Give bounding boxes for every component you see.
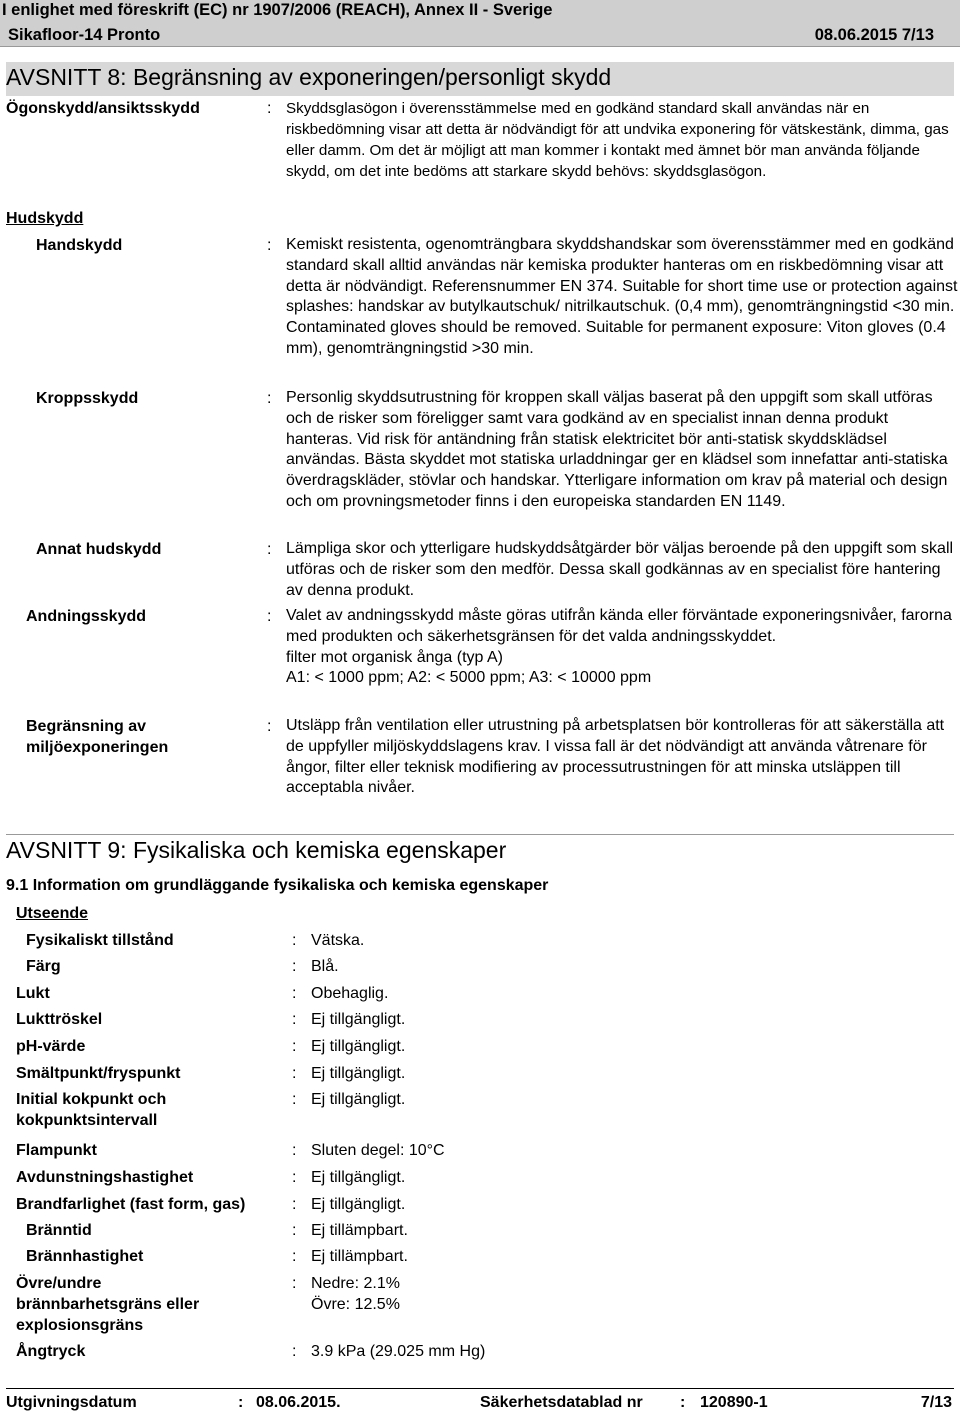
property-label-line: Avdunstningshastighet [16, 1169, 194, 1186]
property-label-line: Flampunkt [16, 1142, 97, 1159]
property-label-line: Bränntid [26, 1222, 92, 1239]
respiratory-protection-label: Andningsskydd [26, 608, 147, 625]
footer-divider [6, 1388, 954, 1389]
section-8-title: AVSNITT 8: Begränsning av exponeringen/personligt skydd [6, 62, 954, 96]
env-label-line1: Begränsning av [26, 718, 147, 735]
hand-protection-label: Handskydd [36, 237, 123, 254]
property-label-line: Färg [26, 958, 61, 975]
colon: : [680, 1394, 686, 1411]
appearance-heading: Utseende [16, 905, 89, 922]
property-value [311, 1341, 485, 1383]
colon: : [292, 985, 297, 1002]
issue-date-label: Utgivningsdatum [6, 1394, 137, 1411]
property-value-line: Ej tillgängligt. [311, 1169, 406, 1186]
sds-number-value: 120890-1 [700, 1394, 768, 1411]
body-protection-label: Kroppsskydd [36, 390, 139, 407]
property-value-line: Ej tillgängligt. [311, 1011, 406, 1028]
property-value-line: Nedre: 2.1% [311, 1275, 400, 1292]
property-value-line: Blå. [311, 958, 339, 975]
colon: : [292, 1065, 297, 1082]
colon: : [267, 541, 272, 558]
property-value-line: Ej tillämpbart. [311, 1248, 408, 1265]
property-label-line: explosionsgräns [16, 1317, 144, 1334]
regulation-line: I enlighet med föreskrift (EC) nr 1907/2006 (REACH), Annex II - Sverige [2, 1, 553, 19]
property-value-line: 3.9 kPa (29.025 mm Hg) [311, 1343, 486, 1360]
body-protection-text: Personlig skyddsutrustning för kroppen skall väljas baserat på den uppgift som skall utföras och de risker som föreligger samt vara godkänd av en specialist innan denna produkt hanteras. Vid risk för antändning från statisk elektricitet bör anti-statisk skyddsklädsel användas. Bästa skyddet mot statiska urladdningar ger en klädsel som innefattar anti-statiska överdragskläder, stövlar och handskar. Ytterligare information om krav på material och design och om provningsmetoder finns i den europeiska standarden EN 1149. [286, 389, 948, 510]
respiratory-ppm: A1: < 1000 ppm; A2: < 5000 ppm; A3: < 10000 ppm [286, 669, 652, 687]
respiratory-text-main: Valet av andningsskydd måste göras utifrån kända eller förväntade exponeringsnivåer, farorna med produkten och säkerhetsgränsen för det valda andningsskyddet. [286, 607, 952, 645]
property-value-line: Ej tillgängligt. [311, 1065, 406, 1082]
property-value-line: Sluten degel: 10°C [311, 1142, 445, 1159]
respiratory-filter: filter mot organisk ånga (typ A) [286, 648, 503, 666]
property-label-line: pH-värde [16, 1038, 86, 1055]
env-label-line2: miljöexponeringen [26, 739, 169, 756]
property-label-line: Lukt [16, 985, 50, 1002]
colon: : [292, 1038, 297, 1055]
property-label-line: Initial kokpunkt och [16, 1091, 167, 1108]
property-value-line: Ej tillämpbart. [311, 1222, 408, 1239]
skin-protection-heading: Hudskydd [6, 210, 84, 227]
other-skin-protection-text: Lämpliga skor och ytterligare hudskyddsåtgärder bör väljas beroende på den uppgift som skall utföras och de risker som den medför. Dessa skall godkännas av en specialist före hantering av denna produkt. [286, 540, 954, 599]
property-value-line: Obehaglig. [311, 985, 389, 1002]
colon: : [292, 1196, 297, 1213]
property-label-line: Brandfarlighet (fast form, gas) [16, 1196, 246, 1213]
property-value [311, 1089, 405, 1131]
colon: : [267, 100, 272, 117]
property-label-line: Övre/undre [16, 1275, 102, 1292]
colon: : [292, 1222, 297, 1239]
other-skin-protection-label: Annat hudskydd [36, 541, 162, 558]
document-header [0, 0, 960, 47]
property-label-line: Brännhastighet [26, 1248, 144, 1265]
product-name: Sikafloor-14 Pronto [8, 26, 161, 44]
colon: : [292, 932, 297, 949]
environmental-exposure-label [26, 716, 168, 758]
property-label-line: Fysikaliskt tillstånd [26, 932, 174, 949]
colon: : [292, 1142, 297, 1159]
sds-number-label: Säkerhetsdatablad nr [480, 1394, 643, 1411]
property-value [311, 1273, 400, 1315]
property-label-line: Smältpunkt/fryspunkt [16, 1065, 181, 1082]
section-9-1-subtitle: 9.1 Information om grundläggande fysikaliska och kemiska egenskaper [6, 877, 549, 894]
property-label-line: Lukttröskel [16, 1011, 103, 1028]
property-label [16, 1273, 199, 1336]
colon: : [267, 718, 272, 735]
section-9-title: AVSNITT 9: Fysikaliska och kemiska egenskaper [6, 834, 954, 868]
colon: : [267, 237, 272, 254]
eye-protection-text: Skyddsglasögon i överensstämmelse med en godkänd standard skall användas när en riskbedömning visar att detta är nödvändigt för att undvika exponering för vätskestänk, dimma, gas eller damm. Om det är möjligt att man kommer i kontakt med ämnet bör man använda följande skydd, om det inte bedöms att starkare skydd behövs: skyddsglasögon. [286, 100, 949, 180]
property-label-line: Ångtryck [16, 1343, 86, 1360]
date-page: 08.06.2015 7/13 [814, 26, 934, 44]
property-value-line: Ej tillgängligt. [311, 1038, 406, 1055]
colon: : [267, 390, 272, 407]
property-value-line: Ej tillgängligt. [311, 1196, 406, 1213]
colon: : [292, 1343, 297, 1360]
colon: : [238, 1394, 244, 1411]
property-value-line: Vätska. [311, 932, 365, 949]
property-label-line: kokpunktsintervall [16, 1112, 158, 1129]
colon: : [292, 1091, 297, 1108]
respiratory-protection-text [286, 606, 958, 689]
colon: : [267, 608, 272, 625]
colon: : [292, 1169, 297, 1186]
colon: : [292, 1011, 297, 1028]
property-label-line: brännbarhetsgräns eller [16, 1296, 200, 1313]
page-number: 7/13 [920, 1394, 952, 1411]
colon: : [292, 1248, 297, 1265]
colon: : [292, 958, 297, 975]
property-value-line: Ej tillgängligt. [311, 1091, 406, 1108]
environmental-exposure-text: Utsläpp från ventilation eller utrustning på arbetsplatsen bör kontrolleras för att säkerställa att de uppfyller miljöskyddslagens krav. I vissa fall är det nödvändigt att använda våtrenare för ångor, filter eller teknisk modifiering av processutrustningen för att minska utsläppen till acceptabla nivåer. [286, 717, 945, 797]
property-value-line: Övre: 12.5% [311, 1296, 400, 1313]
issue-date-value: 08.06.2015. [256, 1394, 341, 1411]
colon: : [292, 1275, 297, 1292]
hand-protection-text: Kemiskt resistenta, ogenomträngbara skyddshandskar som överensstämmer med en godkänd standard skall alltid användas när kemiska produkter hanteras om en riskbedömning visar att detta är nödvändigt. Referensnummer EN 374. Suitable for short time use or protection against splashes: handskar av butylkautschuk/ nitrilkautschuk. (0,4 mm), genomträngningstid <30 min. Contaminated gloves should be removed. Suitable for permanent exposure: Viton gloves (0.4 mm), genomträngningstid >30 min. [286, 236, 958, 357]
eye-protection-label: Ögonskydd/ansiktsskydd [6, 100, 200, 117]
